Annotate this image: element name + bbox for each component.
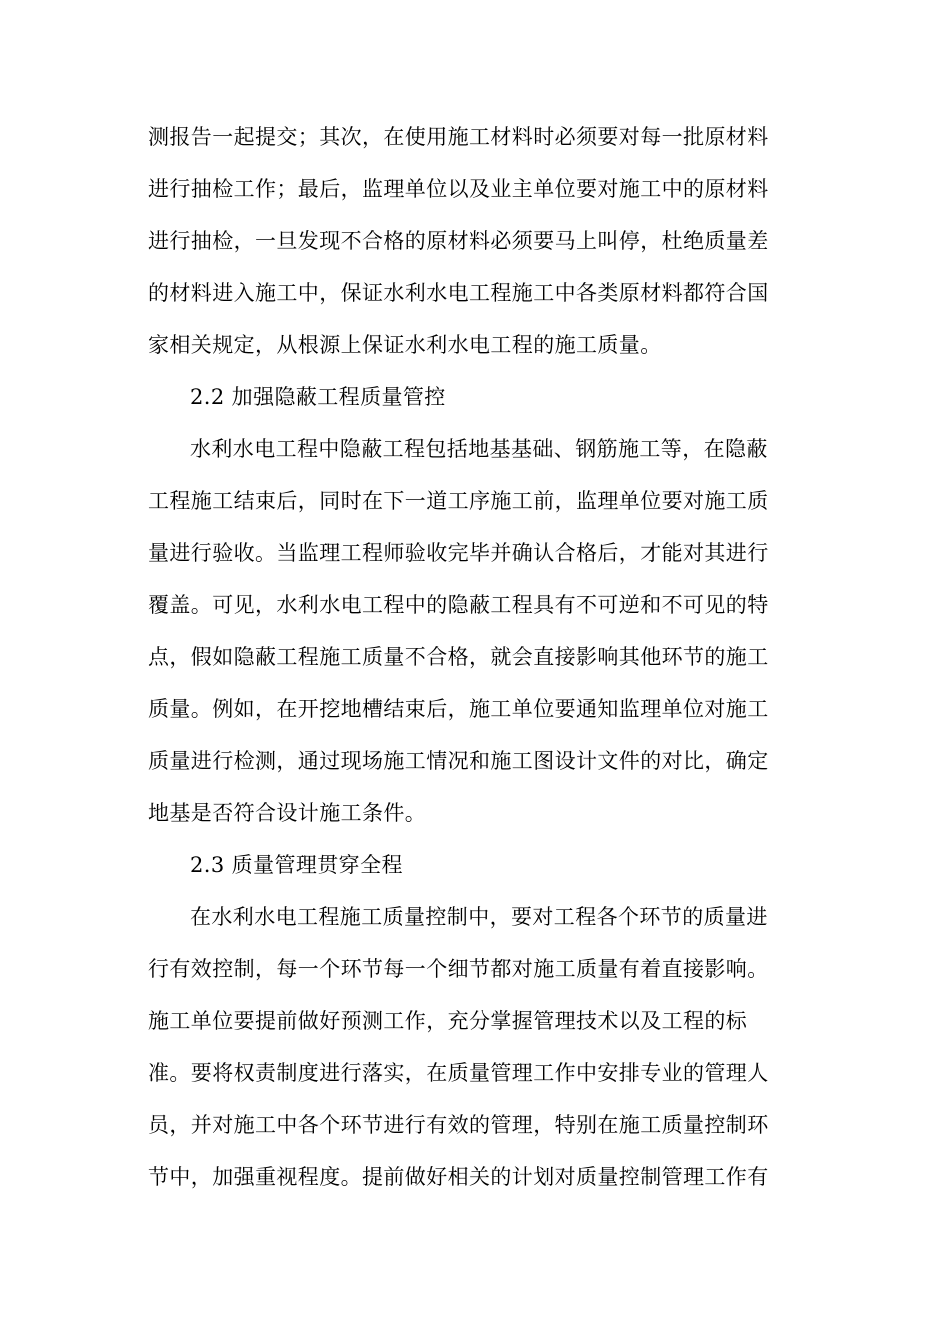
body-text-line: 准。要将权责制度进行落实，在质量管理工作中安排专业的管理人	[148, 1061, 769, 1085]
body-text-line: 施工单位要提前做好预测工作，充分掌握管理技术以及工程的标	[148, 1009, 748, 1033]
body-text-line: 员，并对施工中各个环节进行有效的管理，特别在施工质量控制环	[148, 1113, 769, 1137]
section-heading-2-3: 2.3 质量管理贯穿全程	[190, 853, 403, 877]
body-text-line: 质量。例如，在开挖地槽结束后，施工单位要通知监理单位对施工	[148, 697, 769, 721]
body-text-line: 进行抽检工作；最后，监理单位以及业主单位要对施工中的原材料	[148, 177, 769, 201]
body-text-line: 质量进行检测，通过现场施工情况和施工图设计文件的对比，确定	[148, 749, 769, 773]
body-text-line: 测报告一起提交；其次，在使用施工材料时必须要对每一批原材料	[148, 125, 769, 149]
body-text-line: 水利水电工程中隐蔽工程包括地基基础、钢筋施工等，在隐蔽	[190, 437, 768, 461]
body-text-line: 行有效控制，每一个环节每一个细节都对施工质量有着直接影响。	[148, 957, 769, 981]
body-text-line: 节中，加强重视程度。提前做好相关的计划对质量控制管理工作有	[148, 1165, 769, 1189]
body-text-line: 在水利水电工程施工质量控制中，要对工程各个环节的质量进	[190, 905, 768, 929]
body-text-line: 覆盖。可见，水利水电工程中的隐蔽工程具有不可逆和不可见的特	[148, 593, 769, 617]
body-text-line: 家相关规定，从根源上保证水利水电工程的施工质量。	[148, 333, 662, 357]
section-heading-2-2: 2.2 加强隐蔽工程质量管控	[190, 385, 446, 409]
body-text-line: 量进行验收。当监理工程师验收完毕并确认合格后，才能对其进行	[148, 541, 769, 565]
body-text-line: 的材料进入施工中，保证水利水电工程施工中各类原材料都符合国	[148, 281, 769, 305]
body-text-line: 工程施工结束后，同时在下一道工序施工前，监理单位要对施工质	[148, 489, 769, 513]
body-text-line: 点，假如隐蔽工程施工质量不合格，就会直接影响其他环节的施工	[148, 645, 769, 669]
body-text-line: 进行抽检，一旦发现不合格的原材料必须要马上叫停，杜绝质量差	[148, 229, 769, 253]
body-text-line: 地基是否符合设计施工条件。	[148, 801, 427, 825]
